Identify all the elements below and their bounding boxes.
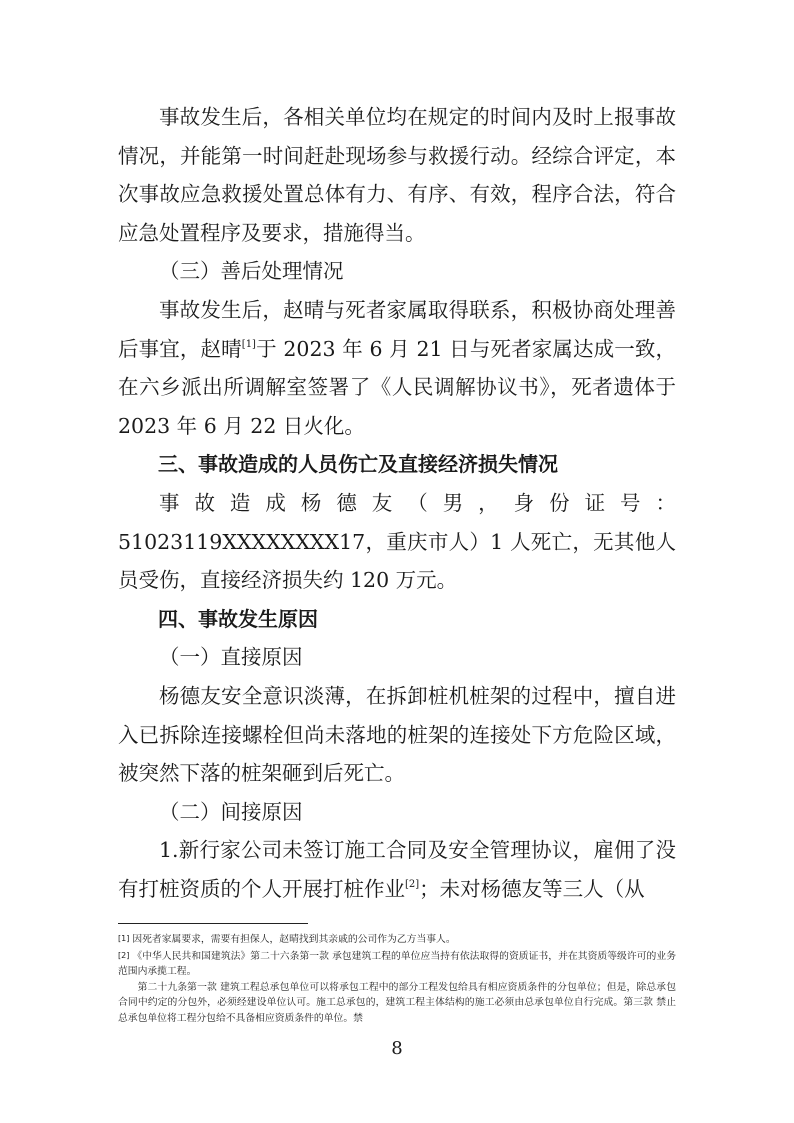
- aftermath-text-b: 于 2023 年 6 月 21 日与死者家属达成一致，在六乡派出所调解室签署了《人民调解协议书》，死者遗体于 2023 年 6 月 22 日火化。: [118, 336, 676, 438]
- footnote-1-mark: [1]: [118, 934, 130, 943]
- footnote-2: [118, 948, 676, 980]
- footnote-divider: [118, 923, 308, 924]
- indirect-cause-text-a: 1.新行家公司未签订施工合同及安全管理协议，雇佣了没有打桩资质的个人开展打桩作业: [118, 838, 676, 901]
- footnote-1: [118, 931, 676, 948]
- footnote-2-text: 《中华人民共和国建筑法》第二十六条第一款 承包建筑工程的单位应当持有依法取得的资质证书，并在其资质等级许可的业务范围内承揽工程。: [118, 950, 676, 978]
- paragraph-aftermath: [118, 291, 676, 445]
- heading-aftermath: （三）善后处理情况: [159, 259, 344, 284]
- footnote-1-text: 因死者家属要求，需要有担保人，赵晴找到其亲戚的公司作为乙方当事人。: [132, 934, 456, 945]
- body-text: [118, 98, 676, 908]
- heading-direct-cause: （一）直接原因: [159, 645, 303, 670]
- aftermath-text-a: 事故发生后，赵晴与死者家属取得联系，积极协商处理善后事宜，赵晴: [118, 297, 676, 361]
- heading-casualties-losses: 三、事故造成的人员伤亡及直接经济损失情况: [158, 452, 558, 477]
- footnote-2-continued: 第二十九条第一款 建筑工程总承包单位可以将承包工程中的部分工程发包给具有相应资质条件的分包单位；但是，除总承包合同中约定的分包外，必须经建设单位认可。施工总承包的，建筑工程主体结构的施工必须由总承包单位自行完成。第三款 禁止总承包单位将工程分包给不具备相应资质条件的单位。禁: [118, 981, 676, 1024]
- paragraph-casualties: 事故造成杨德友（男，身份证号：51023119XXXXXXXX17，重庆市人）1 人死亡，无其他人员受伤，直接经济损失约 120 万元。: [118, 490, 676, 593]
- paragraph-rescue-evaluation: 事故发生后，各相关单位均在规定的时间内及时上报事故情况，并能第一时间赶赴现场参与救援行动。经综合评定，本次事故应急救援处置总体有力、有序、有效，程序合法，符合应急处置程序及要求，措施得当。: [118, 105, 676, 245]
- footnote-ref-1[interactable]: [1]: [241, 338, 256, 350]
- footnote-2-mark: [2]: [118, 950, 130, 960]
- heading-indirect-cause: （二）间接原因: [159, 799, 303, 824]
- page-number: 8: [391, 1038, 403, 1059]
- footnotes: [118, 931, 676, 1027]
- footnote-ref-2[interactable]: [2]: [405, 878, 420, 890]
- heading-causes: 四、事故发生原因: [158, 606, 318, 631]
- indirect-cause-text-b: ；未对杨德友等三人（从: [419, 876, 645, 901]
- paragraph-indirect-cause: [118, 831, 676, 908]
- paragraph-direct-cause: 杨德友安全意识淡薄，在拆卸桩机桩架的过程中，擅自进入已拆除连接螺栓但尚未落地的桩架的连接处下方危险区域，被突然下落的桩架砸到后死亡。: [118, 683, 676, 786]
